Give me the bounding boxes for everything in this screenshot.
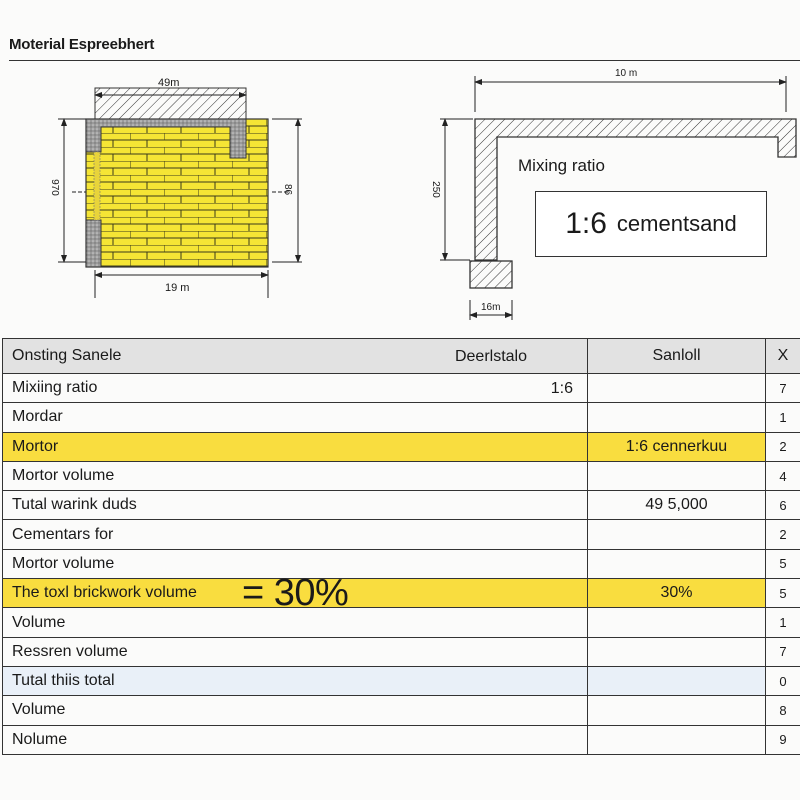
row-label-cell[interactable] (3, 520, 588, 549)
table-row[interactable] (3, 637, 800, 666)
overlay-percent-text: = 30% (242, 572, 349, 614)
row-label: Mortor volume (12, 554, 115, 572)
row-label-cell[interactable] (3, 725, 588, 754)
row-value-x[interactable]: 1 (766, 403, 800, 432)
row-value-desc: 1:6 (550, 380, 573, 397)
row-value-x[interactable]: 1 (766, 608, 800, 637)
row-value-x[interactable]: 7 (766, 637, 800, 666)
brick-wall-section (58, 88, 302, 298)
row-value-sanloll[interactable] (588, 461, 766, 490)
row-value-sanloll[interactable] (588, 549, 766, 578)
dim-right-height: 86 (282, 183, 294, 196)
dim-top-right: 10 m (615, 68, 638, 79)
row-value-sanloll[interactable]: 49 5,000 (588, 491, 766, 520)
row-value-sanloll[interactable] (588, 403, 766, 432)
table-row[interactable] (3, 491, 800, 520)
row-label: Ressren volume (12, 642, 128, 660)
column-header-sanloll[interactable]: Sanloll (588, 339, 766, 374)
row-label: Mortor volume (12, 467, 115, 485)
material-table (2, 338, 800, 755)
table-row[interactable] (3, 725, 800, 754)
page-title: Moterial Espreebhert (9, 36, 155, 53)
row-value-sanloll[interactable] (588, 725, 766, 754)
row-label: Tutal warink duds (12, 496, 137, 514)
column-header-desc: Deerlstalo (454, 348, 527, 365)
row-label: Mortor (12, 437, 59, 455)
row-value-sanloll[interactable] (588, 637, 766, 666)
row-value-sanloll[interactable] (588, 608, 766, 637)
row-value-x[interactable]: 5 (766, 579, 800, 608)
table-row[interactable] (3, 549, 800, 578)
row-value-x[interactable]: 8 (766, 696, 800, 725)
table-row[interactable] (3, 608, 800, 637)
row-value-x[interactable]: 2 (766, 432, 800, 461)
row-value-sanloll[interactable] (588, 374, 766, 403)
dim-right-wall-height: 250 (429, 181, 441, 198)
dim-bottom-left: 19 m (165, 282, 190, 294)
row-value-x[interactable]: 9 (766, 725, 800, 754)
table-row[interactable] (3, 666, 800, 695)
row-label: Cementars for (12, 525, 114, 543)
row-value-sanloll[interactable] (588, 696, 766, 725)
row-value-x[interactable]: 0 (766, 666, 800, 695)
row-label: Nolume (12, 730, 68, 748)
table-row[interactable] (3, 374, 800, 403)
row-label: The toxl brickwork volume (12, 584, 197, 602)
row-label-cell[interactable] (3, 374, 588, 403)
dim-top-left: 49m (158, 77, 180, 89)
row-value-sanloll[interactable]: 1:6 cennerkuu (588, 432, 766, 461)
dim-foot-width: 16m (481, 302, 501, 313)
row-value-sanloll[interactable] (588, 520, 766, 549)
row-label: Mixiing ratio (12, 379, 98, 397)
row-label-cell[interactable] (3, 403, 588, 432)
row-label: Mordar (12, 408, 63, 426)
ratio-value: 1:6 (565, 207, 607, 240)
row-value-x[interactable]: 6 (766, 491, 800, 520)
row-value-sanloll[interactable]: 30% (588, 579, 766, 608)
mixing-ratio-label: Mixing ratio (518, 156, 605, 175)
row-value-x[interactable]: 5 (766, 549, 800, 578)
ratio-unit: cementsand (616, 211, 737, 236)
row-label-cell[interactable] (3, 637, 588, 666)
row-value-x[interactable]: 7 (766, 374, 800, 403)
table-header-row (3, 339, 800, 374)
table-row[interactable] (3, 461, 800, 490)
row-label-cell[interactable] (3, 461, 588, 490)
row-value-sanloll[interactable] (588, 666, 766, 695)
mixing-ratio-box (535, 191, 767, 257)
column-header-x[interactable]: X (766, 339, 800, 374)
dim-left-height: 970 (48, 179, 60, 196)
row-label-cell[interactable] (3, 666, 588, 695)
column-header-name[interactable]: Onsting Sanele Deerlstalo (3, 339, 588, 374)
table-row[interactable] (3, 696, 800, 725)
row-label: Volume (12, 613, 66, 631)
table-row[interactable] (3, 403, 800, 432)
row-label: Volume (12, 701, 66, 719)
row-label-cell[interactable] (3, 696, 588, 725)
table-row[interactable] (3, 579, 800, 608)
row-value-x[interactable]: 2 (766, 520, 800, 549)
table-row[interactable] (3, 432, 800, 461)
row-label-cell[interactable] (3, 432, 588, 461)
row-label: Tutal thiis total (12, 672, 115, 690)
row-value-x[interactable]: 4 (766, 461, 800, 490)
table-row[interactable] (3, 520, 800, 549)
row-label-cell[interactable] (3, 491, 588, 520)
